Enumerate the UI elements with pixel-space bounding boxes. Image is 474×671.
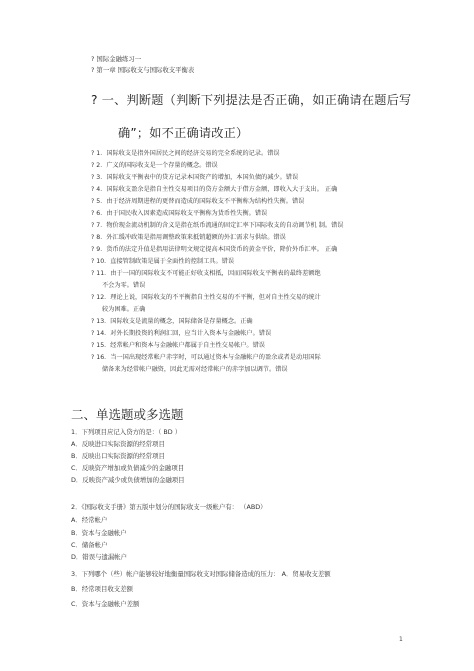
question-1-option-c: C．反映资产增加或负债减少的金融项目: [71, 464, 185, 472]
header-line-course: ? 国际金融练习一: [91, 55, 142, 63]
question-3-option-c: C．资本与金融帐户差额: [71, 600, 140, 608]
judge-item-11: ? 11．由于一国的国际收支不可能正好收支相抵，因而国际收支平衡表的最终差额绝: [91, 270, 321, 277]
judge-item-2: ? 2．广义的国际收支是一个存量的概念。错误: [91, 162, 218, 169]
question-2-option-c: C．储备帐户: [71, 541, 108, 549]
question-2-stem: 2．《国际收支手册》第五版中划分的国际收支一级帐户有： （ABD）: [71, 503, 267, 511]
judge-item-15: ? 15．经常帐户和资本与金融帐户都属于自主性交易帐户。错误: [91, 342, 265, 349]
question-1-option-a: A．反映进口实际资源的经常项目: [71, 440, 165, 448]
question-1-option-d: D．反映资产减少或负债增加的金融项目: [71, 476, 185, 484]
judge-item-7: ? 7．物价现金流动机制的含义是指在纸币流通的固定汇率下国际收支的自动调节机 制。错误: [91, 222, 344, 229]
judge-item-12-cont: 较为困难。正确: [102, 306, 146, 313]
question-3-option-b: B．经常项目收支差额: [71, 585, 133, 593]
section2-title: 二、单选题或多选题: [71, 407, 184, 422]
question-2-option-a: A．经常帐户: [71, 516, 108, 524]
judge-item-3: ? 3．国际收支平衡表中的贷方记录本国资产的增加，本国负债的减少。错误: [91, 174, 299, 181]
judge-item-10: ? 10．直接管制政策是属于全面性的控制工具。错误: [91, 258, 235, 265]
judge-item-9: ? 9．货币的法定升值是指用法律明文规定提高本国货币的黄金平价，降价外币汇率。 正确: [91, 246, 338, 253]
judge-item-14: ? 14．对外长期投资的利润汇回，应当计入资本与金融帐户。错误: [91, 330, 272, 337]
judge-item-8: ? 8．外汇缓冲政策是指用调整政策来抵销超额的外汇需求与供给。错误: [91, 234, 286, 241]
question-1-stem: 1．下列项目应记入贷方的是：（ BD ）: [71, 428, 182, 436]
judge-item-5: ? 5．由于经济周期进程的更替而造成的国际收支不平衡称为结构性失衡。错误: [91, 198, 305, 205]
question-1-option-b: B．反映出口实际资源的经常项目: [71, 452, 165, 460]
question-3-stem: 3．下列哪个（些）帐户能够较好地衡量国际收支对国际储备造成的压力： A．贸易收支差额: [71, 570, 331, 578]
page-number: 1: [399, 636, 403, 643]
judge-item-1: ? 1．国际收支是指外国居民之间的经济交易的完全系统的记录。错误: [91, 150, 280, 157]
judge-item-16: ? 16．当一国出现经常帐户赤字时，可以通过资本与金融帐户的盈余或者是动用国际: [91, 354, 321, 361]
question-2-option-b: B．资本与金融帐户: [71, 529, 127, 537]
section1-title-line1: ? 一、判断题（判断下列提法是否正确，如正确请在题后写: [91, 93, 412, 107]
question-2-option-d: D．错误与遗漏帐户: [71, 553, 128, 561]
judge-item-16-cont: 储备来为经常帐户融资，因此无需对经常帐户的赤字加以调节。错误: [102, 366, 288, 373]
judge-item-13: ? 13．国际收支是流量的概念，国际储备是存量概念。正确: [91, 318, 253, 325]
judge-item-11-cont: 不会为零。错误: [102, 282, 146, 289]
judge-item-6: ? 6．由于国民收入因素造成国际收支平衡称为货币性失衡。错误: [91, 210, 268, 217]
header-line-chapter: ? 第一章 国际收支与国际收支平衡表: [91, 66, 195, 74]
judge-item-4: ? 4．国际收支盈余是指自主性交易项目的贷方金额大于借方金额，即收入大于支出。 正确: [91, 186, 338, 193]
section1-title-line2: 确”；如不正确请改正）: [118, 126, 249, 140]
judge-item-12: ? 12．理论上说，国际收支的不平衡指自主性交易的不平衡，但对自主性交易的统计: [91, 294, 321, 301]
